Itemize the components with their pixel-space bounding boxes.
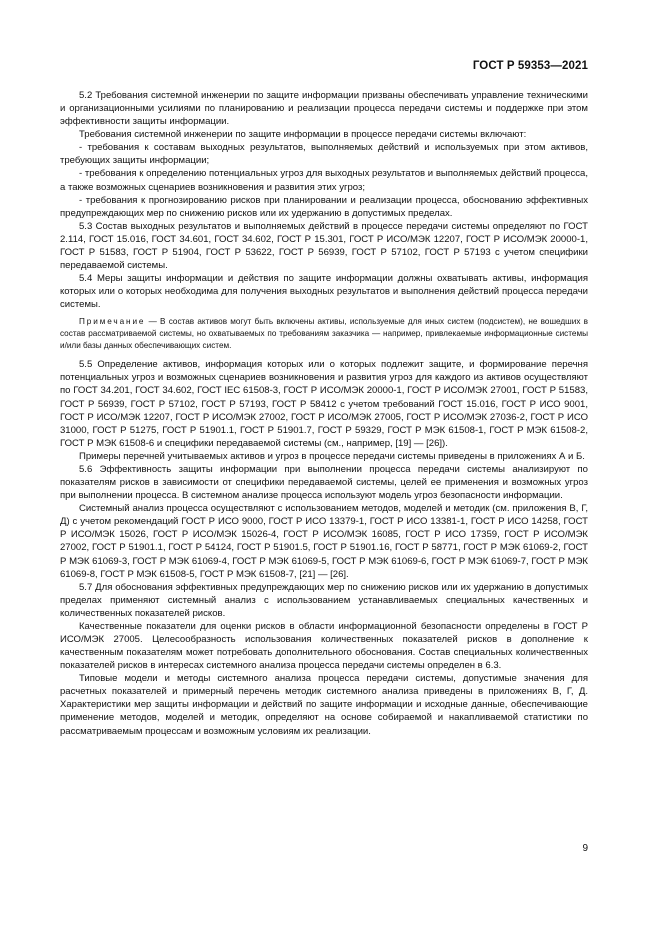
- standard-header: ГОСТ Р 59353—2021: [472, 60, 588, 72]
- paragraph-5-3: 5.3 Состав выходных результатов и выполняемых действий в процессе передачи системы определяют по ГОСТ 2.114, ГОСТ 15.016, ГОСТ 34.601, ГОСТ 34.602, ГОСТ Р 15.301, ГОСТ Р ИСО/МЭК 12207, ГОСТ Р ИСО/МЭК 20000-1, ГОСТ Р 51583, ГОСТ Р 51904, ГОСТ Р 53622, ГОСТ Р 56939, ГОСТ Р 57102, ГОСТ Р 57193 с учетом специфики передаваемой системы.: [60, 220, 588, 272]
- paragraph-appendix-examples: Примеры перечней учитываемых активов и угроз в процессе передачи системы приведены в приложениях А и Б.: [79, 450, 585, 462]
- list-item: - требования к определению потенциальных угроз для выходных результатов и выполняемых действий процесса, а также возможных сценариев возникновения и развития этих угроз;: [60, 168, 588, 193]
- list-item: - требования к прогнозированию рисков при планировании и реализации процесса, обоснованию эффективных предупреждающих мер по снижению рисков или их удержанию в допустимых пределах.: [60, 194, 588, 219]
- note-text: — В состав активов могут быть включены активы, используемые для иных систем (подсистем), не вошедших в состав рассматриваемой системы, но охватываемых по требованиям заказчика — например, привлекаемые информационные системы и/или базы данных обеспечивающих систем.: [60, 317, 588, 351]
- note-label: Примечание: [79, 317, 146, 327]
- paragraph-typical-models: Типовые модели и методы системного анализа процесса передачи системы, допустимые значения для расчетных показателей и примерный перечень методик системного анализа приведены в приложениях В, Г, Д. Характеристики мер защиты информации и действий по защите информации и исходные данные, обеспечивающие применение методов, моделей и методик, определяют на основе собираемой и накапливаемой статистики по рассматриваемым процессам и возможным условиям их реализации.: [60, 673, 588, 737]
- paragraph-5-2: 5.2 Требования системной инженерии по защите информации призваны обеспечивать управление техническими и организационными усилиями по планированию и реализации процесса передачи системы и поддержке при этом эффективности защиты информации.: [60, 90, 588, 128]
- paragraph-5-5: 5.5 Определение активов, информация которых или о которых подлежит защите, и формирование перечня потенциальных угроз и возможных сценариев возникновения и развития угроз для каждого из активов осуществляют по ГОСТ 34.201, ГОСТ 34.602, ГОСТ IEC 61508-3, ГОСТ Р ИСО/МЭК 20000-1, ГОСТ Р ИСО/МЭК 27001, ГОСТ Р 51583, ГОСТ Р 56939, ГОСТ Р 57102, ГОСТ Р 57193, ГОСТ Р 58412 с учетом требований ГОСТ 15.016, ГОСТ Р ИСО 9001, ГОСТ Р ИСО/МЭК 12207, ГОСТ Р ИСО/МЭК 27002, ГОСТ Р ИСО/МЭК 27005, ГОСТ Р ИСО/МЭК 27036-2, ГОСТ Р ИСО 31000, ГОСТ Р 51275, ГОСТ Р 51901.1, ГОСТ Р 51901.7, ГОСТ Р 59329, ГОСТ Р МЭК 61508-1, ГОСТ Р МЭК 61508-2, ГОСТ Р МЭК 61508-6 и специфики передаваемой системы (см., например, [19] — [26]).: [60, 359, 588, 449]
- note-paragraph: [60, 316, 588, 352]
- document-body: [60, 89, 588, 738]
- paragraph-5-6: 5.6 Эффективность защиты информации при выполнении процесса передачи системы анализируют по показателям рисков в зависимости от специфики передаваемой системы, целей ее применения и возможных угроз при выполнении процесса. В системном анализе процесса используют модель угроз безопасности информации.: [60, 463, 588, 502]
- paragraph-5-4: 5.4 Меры защиты информации и действия по защите информации должны охватывать активы, информация которых или о которых необходима для получения выходных результатов и выполнения действий процесса передачи системы.: [60, 273, 588, 311]
- list-item: - требования к составам выходных результатов, выполняемых действий и используемых при этом активов, требующих защиты информации;: [60, 142, 588, 167]
- paragraph-qualitative-indicators: Качественные показатели для оценки рисков в области информационной безопасности определены в ГОСТ Р ИСО/МЭК 27005. Целесообразность использования количественных показателей рисков в дополнение к качественным показателям может потребовать дополнительного обоснования. Состав специальных количественных показателей рисков в интересах системного анализа процесса передачи системы определен в 6.3.: [60, 620, 588, 672]
- paragraph-5-7: 5.7 Для обоснования эффективных предупреждающих мер по снижению рисков или их удержанию в допустимых пределах применяют системный анализ с использованием устанавливаемых специальных качественных и количественных показателей рисков.: [60, 581, 588, 619]
- page-number: 9: [582, 843, 588, 854]
- paragraph-requirements-intro: Требования системной инженерии по защите информации в процессе передачи системы включают:: [79, 129, 527, 141]
- paragraph-system-analysis: Системный анализ процесса осуществляют с использованием методов, моделей и методик (см. приложения В, Г, Д) с учетом рекомендаций ГОСТ Р ИСО 9000, ГОСТ Р ИСО 13379-1, ГОСТ Р ИСО 13381-1, ГОСТ Р ИСО 14258, ГОСТ Р ИСО/МЭК 15026, ГОСТ Р ИСО/МЭК 15026-4, ГОСТ Р ИСО/МЭК 16085, ГОСТ Р ИСО 17359, ГОСТ Р ИСО/МЭК 27002, ГОСТ Р 51901.1, ГОСТ Р 54124, ГОСТ Р 51901.5, ГОСТ Р 51901.16, ГОСТ Р 58771, ГОСТ Р МЭК 61069-2, ГОСТ Р МЭК 61069-3, ГОСТ Р МЭК 61069-4, ГОСТ Р МЭК 61069-5, ГОСТ Р МЭК 61069-6, ГОСТ Р МЭК 61069-7, ГОСТ Р МЭК 61069-8, ГОСТ Р МЭК 61508-5, ГОСТ Р МЭК 61508-7, [21] — [26].: [60, 503, 588, 580]
